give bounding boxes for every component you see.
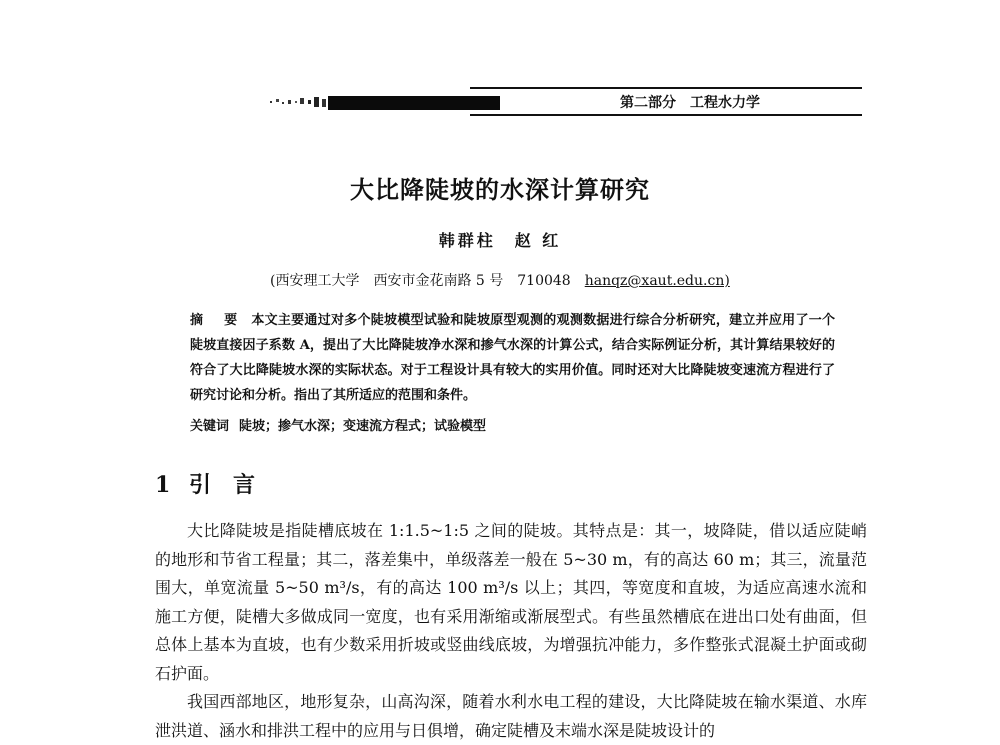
header-scan-speckle <box>270 95 500 111</box>
paper-authors: 韩群柱 赵 红 <box>438 231 562 250</box>
affiliation <box>270 270 730 290</box>
body-paragraph-2: 我国西部地区，地形复杂，山高沟深，随着水利水电工程的建设，大比降陡坡在输水渠道、水库泄洪道、涵水和排洪工程中的应用与日俱增，确定陡槽及末端水深是陡坡设计的 <box>155 692 867 740</box>
affiliation-text: (西安理工大学 西安市金花南路 5 号 710048 <box>270 273 585 289</box>
running-header-section: 第二部分 工程水力学 <box>620 95 760 111</box>
keywords-label: 关键词 <box>190 419 230 434</box>
section-title: 引言 <box>189 472 278 498</box>
keywords-text: 陡坡；掺气水深；变速流方程式；试验模型 <box>239 419 487 434</box>
abstract-label: 摘 要 <box>190 313 246 328</box>
keywords <box>190 415 835 434</box>
author-email-link[interactable]: hanqz@xaut.edu.cn) <box>584 273 730 289</box>
header-top-rule <box>470 87 862 89</box>
abstract <box>190 308 835 408</box>
paper-title: 大比降陡坡的水深计算研究 <box>350 175 650 204</box>
body-text <box>155 517 867 745</box>
header-bottom-rule <box>470 114 862 116</box>
body-paragraph-1: 大比降陡坡是指陡槽底坡在 1:1.5~1:5 之间的陡坡。其特点是：其一，坡降陡，借以适应陡峭的地形和节省工程量；其二，落差集中，单级落差一般在 5~30 m，有的高达 60 m；其三，流量范围大，单宽流量 5~50 m³/s，有的高达 100 m³/s 以上；其四，等宽度和直坡，为适应高速水流和施工方便，陡槽大多做成同一宽度，也有采用渐缩或渐展型式。有些虽然槽底在进出口处有曲面，但总体上基本为直坡，也有少数采用折坡或竖曲线底坡，为增强抗冲能力，多作整张式混凝土护面或砌石护面。 <box>155 521 867 683</box>
abstract-text: 本文主要通过对多个陡坡模型试验和陡坡原型观测的观测数据进行综合分析研究，建立并应用了一个陡坡直接因子系数 A，提出了大比降陡坡净水深和掺气水深的计算公式，结合实际例证分析，其计算结果较好的符合了大比降陡坡水深的实际状态。对于工程设计具有较大的实用价值。同时还对大比降陡坡变速流方程进行了研究讨论和分析。指出了其所适应的范围和条件。 <box>190 313 835 403</box>
section-heading <box>155 468 277 499</box>
section-number: 1 <box>155 472 171 498</box>
